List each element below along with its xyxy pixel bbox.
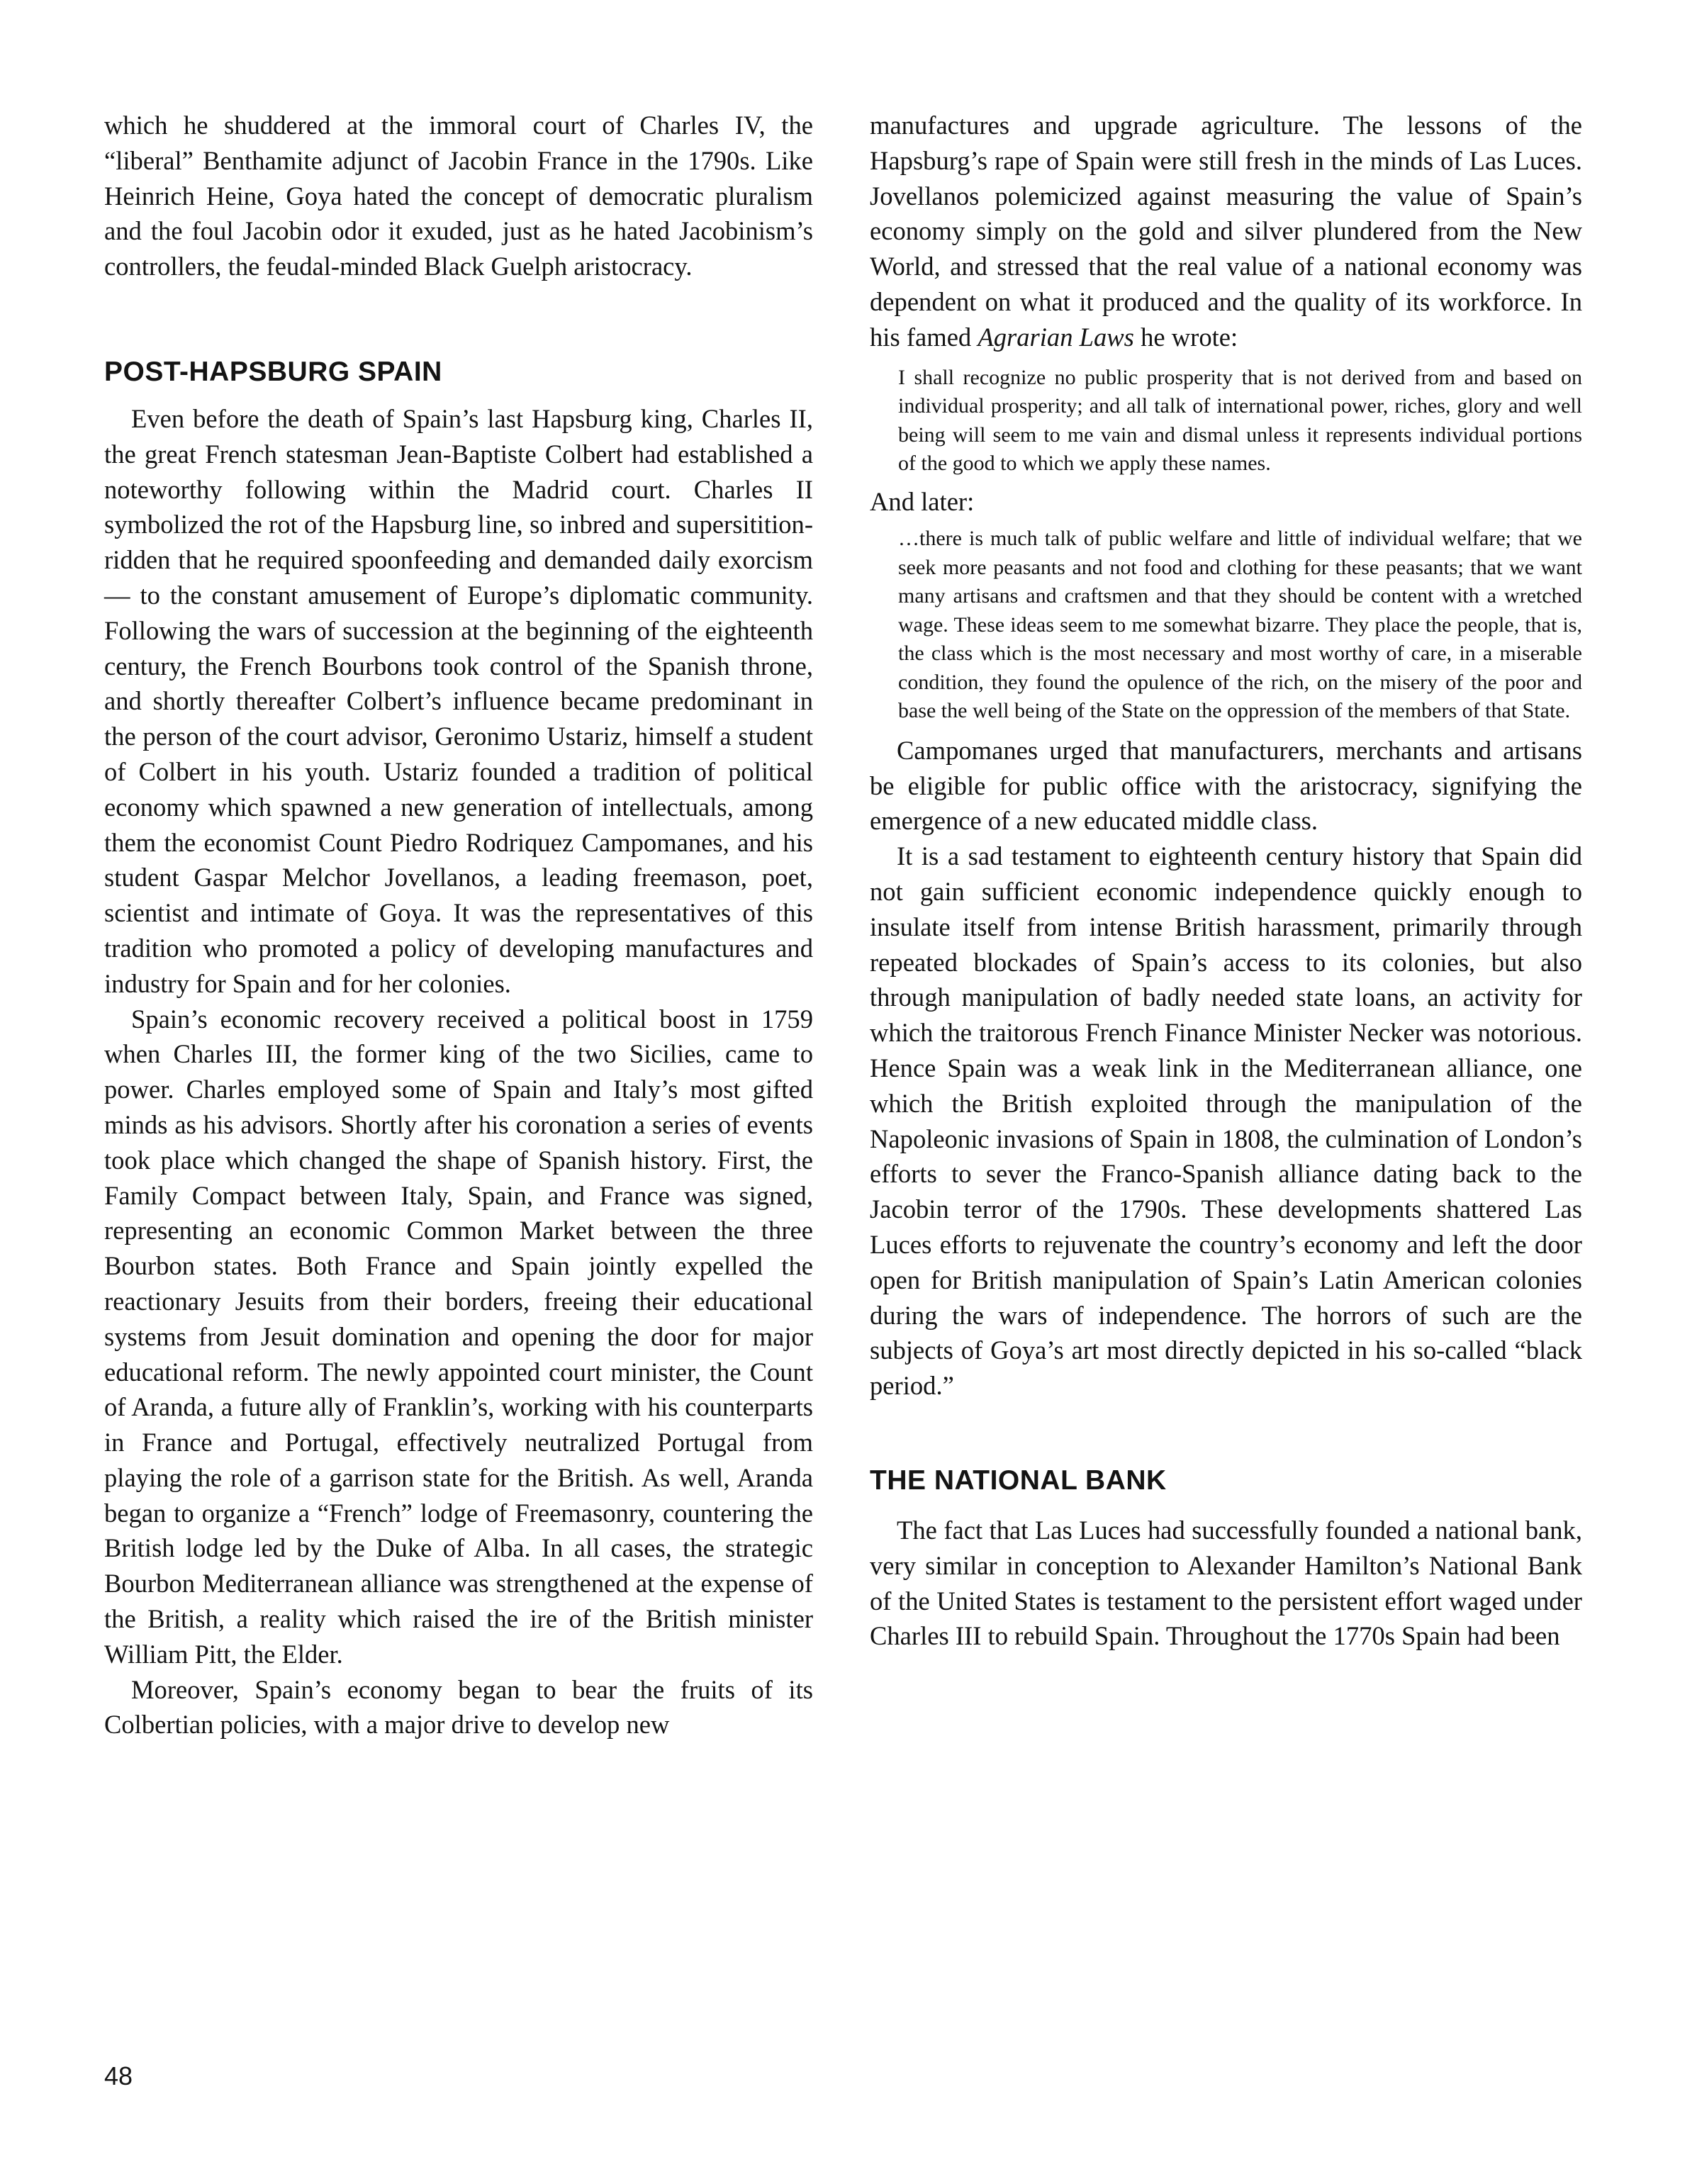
right-paragraph-1-text: manufactures and upgrade agriculture. The lessons of the Hapsburg’s rape of Spain were still fresh in the minds of Las Luces. Jovellanos polemicized against measuring the value of Spain’s economy simply on the gold and silver plundered from the New World, and stressed that the real value of a national economy was dependent on what it produced and the quality of its workforce. In his famed (870, 111, 1582, 352)
book-title-agrarian-laws: Agrarian Laws (978, 322, 1134, 352)
block-quote-1: I shall recognize no public prosperity that is not derived from and based on individual prosperity; and all talk of international power, riches, glory and well being will seem to me vain and dismal unless it represents individual portions of the good to which we apply these names. (898, 365, 1582, 476)
right-paragraph-1 (870, 108, 1582, 355)
right-paragraph-2: Campomanes urged that manufacturers, merchants and artisans be eligible for public office with the aristocracy, signifying the emergence of a new educated middle class. (870, 735, 1582, 836)
and-later-line: And later: (870, 486, 975, 516)
left-column (104, 108, 813, 1742)
right-paragraph-3: It is a sad testament to eighteenth century history that Spain did not gain sufficient economic independence quickly enough to insulate itself from intense British harassment, primarily through repeated blockades of Spain’s access to its colonies, but also through manipulation of badly needed state loans, an activity for which the traitorous French Finance Minister Necker was notorious. Hence Spain was a weak link in the Mediterranean alliance, one which the British exploited through the manipulation of the Napoleonic invasions of Spain in 1808, the culmination of London’s efforts to sever the Franco-Spanish alliance dating back to the Jacobin terror of the 1790s. These developments shattered Las Luces efforts to rejuvenate the country’s economy and left the door open for British manipulation of Spain’s Latin American colonies during the wars of independence. The horrors of such are the subjects of Goya’s art most directly depicted in his so-called “black period.” (870, 841, 1582, 1401)
section-heading-post-hapsburg-spain: POST-HAPSBURG SPAIN (104, 356, 442, 387)
block-quote-2: …there is much talk of public welfare and little of individual welfare; that we seek more peasants and not food and clothing for these peasants; that we want many artisans and craftsmen and that they should be content with a wretched wage. These ideas seem to me somewhat bizarre. They place the people, that is, the class which is the most necessary and most worthy of care, in a miserable condition, they found the opulence of the rich, on the misery of the poor and base the well being of the State on the oppression of the members of that State. (898, 527, 1582, 723)
right-paragraph-1-tail: he wrote: (1133, 322, 1238, 352)
left-paragraph-3: Spain’s economic recovery received a political boost in 1759 when Charles III, the former king of the two Sicilies, came to power. Charles employed some of Spain and Italy’s most gifted minds as his advisors. Shortly after his coronation a series of events took place which changed the shape of Spanish history. First, the Family Compact between Italy, Spain, and France was signed, representing an economic Common Market between the three Bourbon states. Both France and Spain jointly expelled the reactionary Jesuits from their borders, freeing their educational systems from Jesuit domination and opening the door for major educational reform. The newly appointed court minister, the Count of Aranda, a future ally of Franklin’s, working with his counterparts in France and Portugal, effectively neutralized Portugal from playing the role of a garrison state for the British. As well, Aranda began to organize a “French” lodge of Freemasonry, countering the British lodge led by the Duke of Alba. In all cases, the strategic Bourbon Mediterranean alliance was strengthened at the expense of the British, a reality which raised the ire of the British minister William Pitt, the Elder. (104, 1004, 813, 1669)
left-paragraph-1: which he shuddered at the immoral court of Charles IV, the “liberal” Benthamite adjunct of Jacobin France in the 1790s. Like Heinrich Heine, Goya hated the concept of democratic pluralism and the foul Jacobin odor it exuded, just as he hated Jacobinism’s controllers, the feudal-minded Black Guelph aristocracy. (104, 111, 813, 281)
right-column (870, 108, 1582, 1654)
right-paragraph-4: The fact that Las Luces had successfully founded a national bank, very similar in conception to Alexander Hamilton’s National Bank of the United States is testament to the persistent effort waged under Charles III to rebuild Spain. Throughout the 1770s Spain had been (870, 1516, 1582, 1651)
left-paragraph-4: Moreover, Spain’s economy began to bear the fruits of its Colbertian policies, with a major drive to develop new (104, 1674, 813, 1740)
page-number: 48 (104, 2061, 133, 2090)
left-paragraph-2: Even before the death of Spain’s last Hapsburg king, Charles II, the great French statesman Jean-Baptiste Colbert had established a noteworthy following within the Madrid court. Charles II symbolized the rot of the Hapsburg line, so inbred and supersitition-ridden that he required spoonfeeding and demanded daily exorcism — to the constant amusement of Europe’s diplomatic community. Following the wars of succession at the beginning of the eighteenth century, the French Bourbons took control of the Spanish throne, and shortly thereafter Colbert’s influence became predominant in the person of the court advisor, Geronimo Ustariz, himself a student of Colbert in his youth. Ustariz founded a tradition of political economy which spawned a new generation of intellectuals, among them the economist Count Piedro Rodriquez Campomanes, and his student Gaspar Melchor Jovellanos, a leading freemason, poet, scientist and intimate of Goya. It was the representatives of this tradition who promoted a policy of developing manufactures and industry for Spain and for her colonies. (104, 403, 813, 998)
section-heading-the-national-bank: THE NATIONAL BANK (870, 1465, 1167, 1496)
